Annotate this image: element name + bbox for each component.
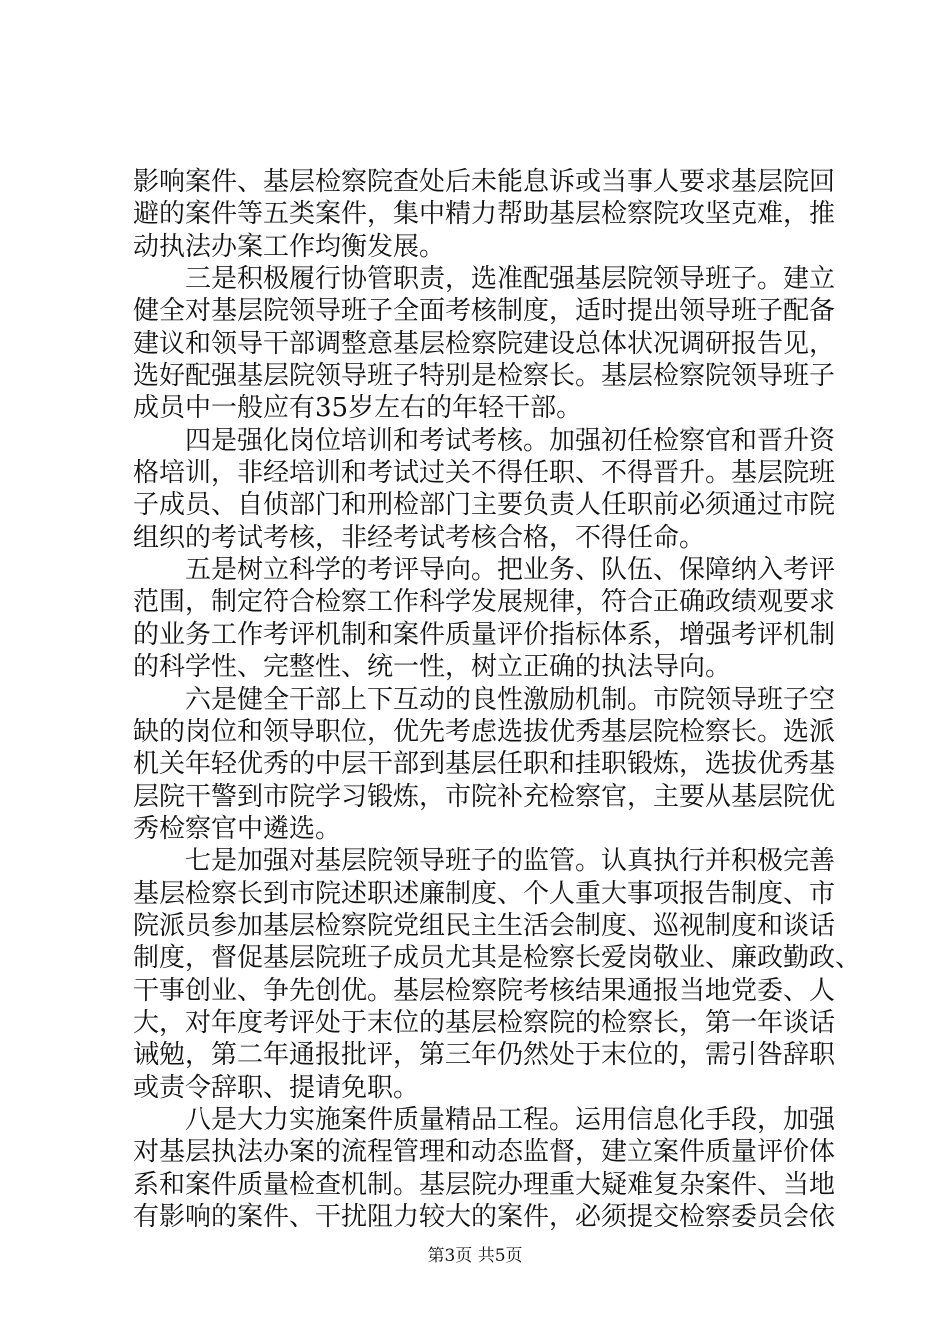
- text-line: 组织的考试考核，非经考试考核合格，不得任命。: [133, 522, 706, 553]
- text-line: 格培训，非经培训和考试过关不得任职、不得晋升。基层院班: [133, 458, 836, 489]
- body-text: [133, 166, 862, 1233]
- text-line: 层院干警到市院学习锻炼，市院补充检察官，主要从基层院优: [133, 781, 836, 812]
- text-line: 秀检察官中遴选。: [133, 813, 342, 844]
- text-line: 影响案件、基层检察院查处后未能息诉或当事人要求基层院回: [133, 167, 836, 197]
- text-line: 选好配强基层院领导班子特别是检察长。基层检察院领导班子: [133, 361, 836, 392]
- page-footer: [0, 1241, 950, 1266]
- text-line: 四是强化岗位培训和考试考核。加强初任检察官和晋升资: [185, 425, 836, 456]
- text-line: 健全对基层院领导班子全面考核制度，适时提出领导班子配备: [133, 296, 836, 327]
- text-line: 制度，督促基层院班子成员尤其是检察长爱岗敬业、廉政勤政、: [133, 943, 862, 974]
- text-line: 范围，制定符合检察工作科学发展规律，符合正确政绩观要求: [133, 587, 836, 618]
- text-line: 动执法办案工作均衡发展。: [133, 231, 446, 262]
- text-line: 避的案件等五类案件，集中精力帮助基层检察院攻坚克难，推: [133, 199, 836, 230]
- text-line: 子成员、自侦部门和刑检部门主要负责人任职前必须通过市院: [133, 490, 836, 521]
- text-line: 七是加强对基层院领导班子的监管。认真执行并积极完善: [185, 846, 836, 877]
- text-line: 有影响的案件、干扰阻力较大的案件，必须提交检察委员会依: [133, 1202, 836, 1232]
- text-line: 基层检察长到市院述职述廉制度、个人重大事项报告制度、市: [133, 878, 836, 909]
- text-line: 对基层执法办案的流程管理和动态监督，建立案件质量评价体: [133, 1137, 836, 1168]
- text-line: 干事创业、争先创优。基层检察院考核结果通报当地党委、人: [133, 975, 836, 1006]
- text-line: 大，对年度考评处于末位的基层检察院的检察长，第一年谈话: [133, 1007, 836, 1038]
- text-line: 缺的岗位和领导职位，优先考虑选拔优秀基层院检察长。选派: [133, 716, 836, 747]
- text-line: 诫勉，第二年通报批评，第三年仍然处于末位的，需引咎辞职: [133, 1040, 836, 1071]
- text-line: 院派员参加基层检察院党组民主生活会制度、巡视制度和谈话: [133, 910, 836, 941]
- text-line: 的科学性、完整性、统一性，树立正确的执法导向。: [133, 652, 732, 683]
- text-line: 三是积极履行协管职责，选准配强基层院领导班子。建立: [185, 264, 836, 295]
- text-line: 或责令辞职、提请免职。: [133, 1072, 420, 1103]
- page-number: 第3页 共5页: [427, 1246, 523, 1266]
- text-line: 的业务工作考评机制和案件质量评价指标体系，增强考评机制: [133, 619, 836, 650]
- text-line: 建议和领导干部调整意基层检察院建设总体状况调研报告见，: [133, 328, 836, 359]
- text-line: 成员中一般应有35岁左右的年轻干部。: [133, 393, 583, 424]
- text-line: 机关年轻优秀的中层干部到基层任职和挂职锻炼，选拔优秀基: [133, 749, 836, 780]
- text-line: 八是大力实施案件质量精品工程。运用信息化手段，加强: [185, 1104, 836, 1135]
- text-line: 系和案件质量检查机制。基层院办理重大疑难复杂案件、当地: [133, 1169, 836, 1200]
- text-line: 五是树立科学的考评导向。把业务、队伍、保障纳入考评: [185, 555, 836, 586]
- text-line: 六是健全干部上下互动的良性激励机制。市院领导班子空: [185, 684, 836, 715]
